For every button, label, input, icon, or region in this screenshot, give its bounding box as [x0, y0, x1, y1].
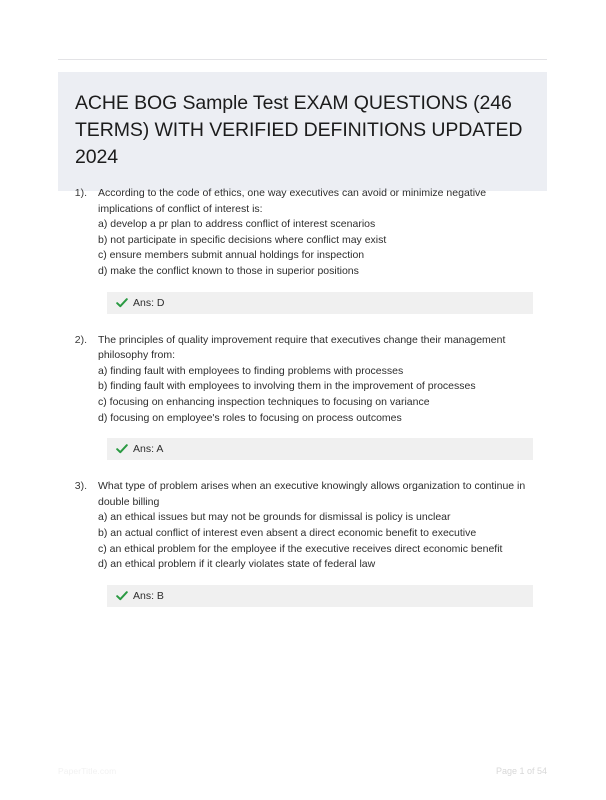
check-icon — [116, 297, 128, 309]
option-list — [98, 364, 543, 426]
header-divider — [58, 59, 547, 60]
option-d[interactable]: d) an ethical problem if it clearly violates state of federal law — [98, 558, 376, 571]
option-c[interactable]: c) an ethical problem for the employee if the executive receives direct economic benefit — [98, 542, 503, 555]
option-c[interactable]: c) ensure members submit annual holdings for inspection — [98, 249, 365, 262]
option-b[interactable]: b) an actual conflict of interest even absent a direct economic benefit to executive — [98, 526, 477, 539]
question-body — [98, 186, 606, 280]
question-item — [0, 479, 606, 607]
answer-text: Ans: D — [133, 296, 165, 309]
option-list — [98, 217, 543, 279]
question-body — [98, 333, 606, 427]
question-stem: What type of problem arises when an executive knowingly allows organization to continue in double billing — [98, 480, 526, 508]
answer-bar — [107, 438, 533, 460]
question-item — [0, 186, 606, 314]
option-b[interactable]: b) finding fault with employees to involving them in the improvement of processes — [98, 380, 476, 393]
check-icon — [116, 443, 128, 455]
option-a[interactable]: a) an ethical issues but may not be grounds for dismissal is policy is unclear — [98, 511, 451, 524]
answer-bar — [107, 292, 533, 314]
option-list — [98, 510, 543, 572]
document-title-banner — [58, 72, 547, 191]
answer-text: Ans: B — [133, 589, 164, 602]
answer-text: Ans: A — [133, 443, 164, 456]
footer-watermark: PaperTitle.com — [58, 766, 117, 776]
question-number: 3). — [74, 480, 87, 493]
page-footer — [58, 765, 547, 781]
question-number: 1). — [74, 187, 87, 199]
question-row — [0, 333, 606, 427]
option-b[interactable]: b) not participate in specific decisions where conflict may exist — [98, 233, 387, 246]
answer-bar — [107, 585, 533, 607]
questions-list — [0, 186, 606, 626]
option-a[interactable]: a) finding fault with employees to finding problems with processes — [98, 364, 404, 377]
page-title: ACHE BOG Sample Test EXAM QUESTIONS (246 TERMS) WITH VERIFIED DEFINITIONS UPDATED 2024 — [75, 92, 523, 168]
footer-page-number: Page 1 of 54 — [495, 766, 547, 776]
question-body — [98, 479, 606, 573]
question-row — [0, 479, 606, 573]
question-row — [0, 186, 606, 280]
question-item — [0, 333, 606, 461]
option-d[interactable]: d) make the conflict known to those in superior positions — [98, 264, 359, 277]
option-d[interactable]: d) focusing on employee's roles to focusing on process outcomes — [98, 411, 402, 424]
question-number: 2). — [74, 333, 87, 346]
option-c[interactable]: c) focusing on enhancing inspection techniques to focusing on variance — [98, 395, 430, 408]
question-stem: According to the code of ethics, one way executives can avoid or minimize negative implications of conflict of interest is: — [98, 187, 487, 215]
option-a[interactable]: a) develop a pr plan to address conflict of interest scenarios — [98, 218, 376, 231]
check-icon — [116, 590, 128, 602]
question-stem: The principles of quality improvement require that executives change their management philosophy from: — [98, 333, 506, 362]
